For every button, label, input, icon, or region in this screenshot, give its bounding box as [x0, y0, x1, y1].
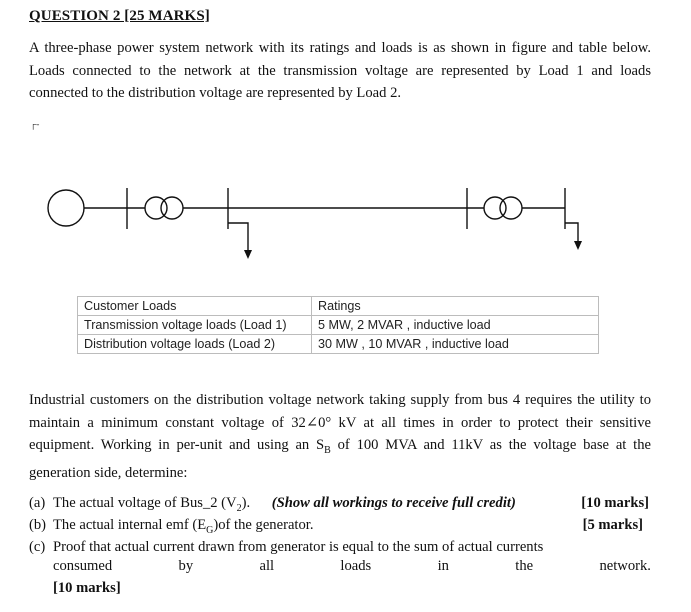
single-line-diagram [0, 0, 691, 290]
header-customer-loads: Customer Loads [78, 297, 312, 316]
question-b-marks: [5 marks] [582, 517, 643, 533]
question-a-marks: [10 marks] [581, 495, 649, 511]
transformer-t1 [145, 197, 183, 219]
question-c-marks: [10 marks] [53, 580, 121, 596]
question-b-subscript: G [206, 524, 214, 536]
question-c-word: by [178, 558, 194, 574]
load-1-arrow-icon [244, 250, 252, 259]
load-1-connection [228, 223, 248, 252]
question-b-text: The actual internal emf (E [53, 517, 207, 533]
question-a-text-end: ). [241, 495, 251, 511]
load-2-rating: 30 MW , 10 MVAR , inductive load [312, 335, 599, 354]
question-c-word: loads [340, 558, 372, 574]
problem-paragraph [29, 389, 651, 485]
question-a-label: (a) [29, 495, 46, 511]
load-2-arrow-icon [574, 241, 582, 250]
question-c-text: Proof that actual current drawn from generator is equal to the sum of actual currents [53, 539, 544, 555]
problem-text: Industrial customers on the distribution voltage network taking supply from bus 4 requires the utility to maintain a minimum constant voltage of 32∠0° kV at all times in order to protect their sensitive equipment. Working in per-unit and using an S [29, 392, 651, 453]
load-1-name: Transmission voltage loads (Load 1) [78, 316, 312, 335]
table-header-row [78, 297, 599, 316]
question-c-word: in [437, 558, 449, 574]
stray-mark: ┌- [30, 119, 40, 129]
loads-table [77, 296, 599, 354]
question-c-word: the [515, 558, 534, 574]
question-a-note: (Show all workings to receive full credit) [271, 495, 516, 511]
question-c-word: network. [599, 558, 651, 574]
question-intro: A three-phase power system network with its ratings and loads is as shown in figure and table below. Loads connected to the network at the transmission voltage are represented by Load 1 and loads connected to the distribution voltage are represented by Load 2. [29, 40, 651, 101]
table-row [78, 335, 599, 354]
question-title: QUESTION 2 [25 MARKS] [29, 8, 210, 24]
question-c [29, 536, 651, 558]
header-ratings: Ratings [312, 297, 599, 316]
load-1-rating: 5 MW, 2 MVAR , inductive load [312, 316, 599, 335]
sb-subscript: B [324, 444, 331, 456]
problem-text-end: of 100 MVA and 11kV as the voltage base at the generation side, determine: [29, 437, 651, 482]
question-a-text: The actual voltage of Bus_2 (V [53, 495, 237, 511]
question-b-text-end: )of the generator. [213, 517, 314, 533]
question-c-word: all [259, 558, 275, 574]
question-c-label: (c) [29, 539, 46, 555]
question-c-continuation [53, 558, 651, 575]
load-2-name: Distribution voltage loads (Load 2) [78, 335, 312, 354]
generator-symbol [48, 190, 84, 226]
transformer-t2 [484, 197, 522, 219]
question-b-label: (b) [29, 517, 47, 533]
question-c-word: consumed [53, 558, 113, 574]
table-row [78, 316, 599, 335]
load-2-connection [565, 223, 578, 243]
question-a-subscript: 2 [236, 502, 242, 514]
